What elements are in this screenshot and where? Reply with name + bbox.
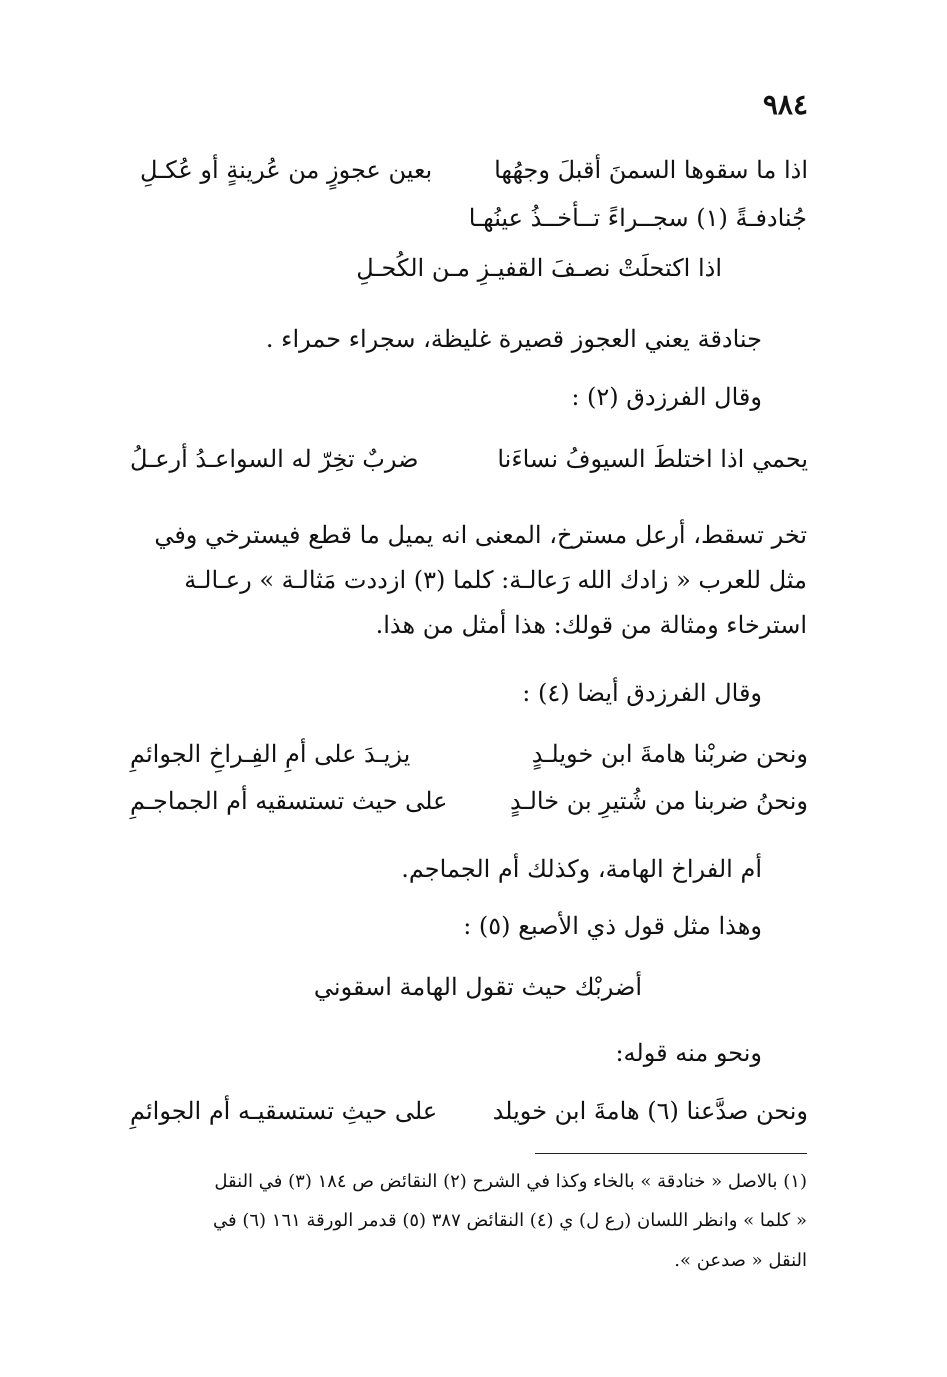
intro-line: وقال الفرزدق أيضا (٤) : [522, 679, 762, 707]
hemistich-left: يزيـدَ على أمِ الفِـراخِ الجوائمِ [130, 740, 411, 768]
paragraph-line: جنادقة يعني العجوز قصيرة غليظة، سجراء حمراء . [265, 325, 762, 353]
verse-line: اذا اكتحلَتْ نصـفَ القفيـزِ مـن الكُحـلِ [356, 254, 722, 282]
paragraph-line: مثل للعرب « زادك الله رَعالـة: كلما (٣) ازددت مَثالـة » رعـالـة [184, 566, 807, 594]
hemistich-right: ونحن صدَّعنا (٦) هامةَ ابن خويلد [492, 1097, 808, 1125]
hemistich-right: يحمي اذا اختلطَ السيوفُ نساءَنا [497, 445, 808, 473]
page-number: ٩٨٤ [762, 88, 808, 121]
verse-line [140, 153, 808, 187]
verse-line [130, 442, 808, 476]
paragraph-line: تخر تسقط، أرعل مسترخ، المعنى انه يميل ما قطع فيسترخي وفي [154, 521, 807, 549]
paragraph-line: استرخاء ومثالة من قولك: هذا أمثل من هذا. [375, 611, 807, 639]
intro-line: وقال الفرزدق (٢) : [571, 383, 762, 411]
verse-line: جُنادفـةً (١) سجــراءً تــأخــذُ عينُهـا [468, 204, 807, 232]
verse-line [130, 737, 808, 771]
footnote-line: (١) بالاصل « خنادقة » بالخاء وكذا في الشرح (٢) النقائض ص ١٨٤ (٣) في النقل [214, 1171, 807, 1192]
hemistich-left: على حيثِ تستسقيـه أم الجوائمِ [130, 1097, 438, 1125]
footnote-line: النقل « صدعن ». [674, 1250, 807, 1271]
intro-line: ونحو منه قوله: [615, 1039, 762, 1067]
verse-line [130, 784, 808, 818]
intro-line: وهذا مثل قول ذي الأصبع (٥) : [463, 912, 762, 940]
hemistich-left: على حيث تستسقيه أم الجماجـمِ [130, 787, 448, 815]
footnote-line: « كلما » وانظر اللسان (رع ل) ي (٤) النقائض ٣٨٧ (٥) قدمر الورقة ١٦١ (٦) في [213, 1210, 807, 1231]
hemistich-left: ضربٌ تخِرّ له السواعـدُ أرعـلُ [130, 445, 419, 473]
verse-line: أضربْك حيث تقول الهامة اسقوني [313, 973, 642, 1001]
hemistich-right: ونحن ضربْنا هامةَ ابن خويلـدٍ [531, 740, 808, 768]
hemistich-left: بعين عجوزٍ من عُرينةٍ أو عُكـلِ [140, 156, 433, 184]
footnote-divider [535, 1153, 807, 1154]
hemistich-right: ونحنُ ضربنا من شُتيرِ بن خالـدٍ [509, 787, 808, 815]
verse-line [130, 1094, 808, 1128]
hemistich-right: اذا ما سقوها السمنَ أقبلَ وجهُها [494, 156, 808, 184]
paragraph-line: أم الفراخ الهامة، وكذلك أم الجماجم. [401, 855, 762, 883]
